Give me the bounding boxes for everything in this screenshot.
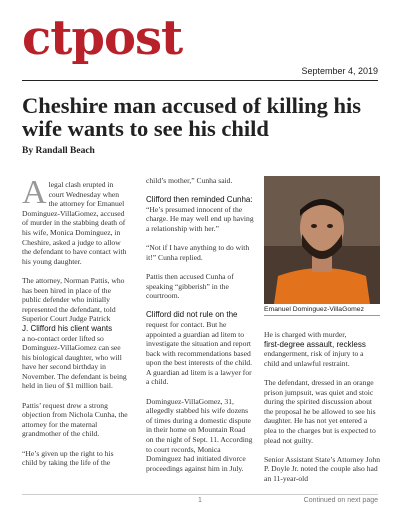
article-byline: By Randall Beach bbox=[22, 146, 95, 156]
portrait-illustration bbox=[264, 176, 380, 304]
footer-rule bbox=[22, 494, 378, 495]
pull-line: first-degree assault, reckless bbox=[264, 339, 366, 349]
paragraph: endangerment, risk of injury to a child and unlawful restraint. bbox=[264, 349, 364, 368]
paragraph: Pattis’ request drew a strong objection from Nichola Cunha, the attorney for the maternal grandmother of the child. bbox=[22, 400, 128, 439]
paragraph: The attorney, Norman Pattis, who has been hired in place of the public defender who initially represented the defendant, told Superior Court Judge Patrick bbox=[22, 275, 125, 324]
paragraph: “He’s presumed innocent of the charge. He may well end up having a relationship with her.” bbox=[146, 204, 254, 233]
drop-cap: A bbox=[22, 174, 47, 211]
paragraph: Dominguez-VillaGomez, 31, allegedly stabbed his wife dozens of times during a domestic dispute in their home on Mountain Road on the night of Sept. 11. According to court records, Monica Dominguez had initiated divorce proceedings against him in July. bbox=[146, 396, 253, 473]
paragraph: “He’s given up the right to his child by taking the life of the bbox=[22, 448, 114, 468]
defendant-photo[interactable] bbox=[264, 176, 380, 304]
header-rule bbox=[22, 80, 378, 81]
pull-line: Clifford did not rule on the bbox=[146, 310, 238, 320]
paragraph: Senior Assistant State’s Attorney John P. Doyle Jr. noted the couple also had an 11-year-old bbox=[264, 454, 381, 483]
paragraph: a no-contact order lifted so Dominguez-VillaGomez can see his biological daughter, who will have her second birthday in November. The defendant is being held in lieu of $1 million bail. bbox=[22, 333, 127, 391]
paragraph: “Not if I have anything to do with it!” Cunha replied. bbox=[146, 243, 250, 262]
photo-caption: Emanuel Dominguez-VillaGomez bbox=[264, 306, 380, 316]
pull-line: Clifford then reminded Cunha: bbox=[146, 195, 253, 205]
article-column-3 bbox=[264, 330, 380, 493]
paragraph: Alegal clash erupted in court Wednesday when the attorney for Emanuel Dominguez-VillaGomez, accused of murder in the stabbing death of his wife, Monica Dominguez, in Cheshire, asked a judge to allow the defendant to have contact with his young daughter. bbox=[22, 174, 127, 266]
article-headline: Cheshire man accused of killing his wife wants to see his child bbox=[22, 93, 362, 141]
page-number: 1 bbox=[198, 497, 202, 504]
masthead-logo[interactable]: ctpost bbox=[22, 10, 183, 66]
continued-notice: Continued on next page bbox=[303, 497, 378, 504]
article-column-1 bbox=[22, 174, 130, 477]
paragraph: request for contact. But he appointed a guardian ad litem to investigate the situation and report back with recommendations based upon the best interests of the child. A guardian ad litem is a lawyer for a child. bbox=[146, 319, 253, 387]
paragraph: Pattis then accused Cunha of speaking “gibberish” in the courtroom. bbox=[146, 271, 234, 301]
paragraph: child’s mother,” Cunha said. bbox=[146, 176, 233, 185]
paragraph: The defendant, dressed in an orange prison jumpsuit, was quiet and stoic during the spirited discussion about the proposal he be allowed to see his daughter. He has not yet entered a plea to the charges but is expected to plead not guilty. bbox=[264, 377, 376, 445]
paragraph: He is charged with murder, bbox=[264, 330, 347, 339]
article-column-2 bbox=[146, 176, 254, 483]
issue-date: September 4, 2019 bbox=[301, 66, 378, 76]
pull-line: J. Clifford his client wants bbox=[22, 323, 113, 333]
